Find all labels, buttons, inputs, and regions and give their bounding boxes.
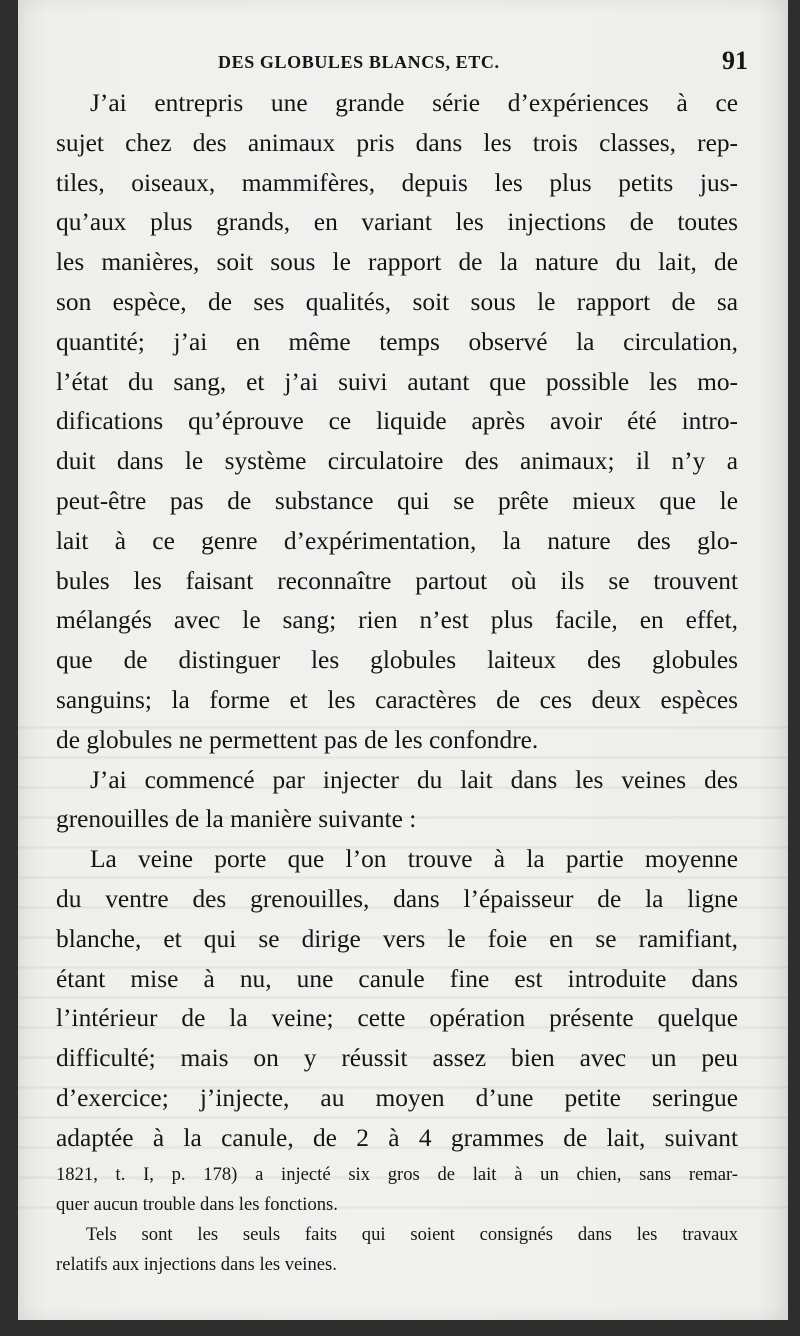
text-line: étant mise à nu, une canule fine est introduite dans: [56, 964, 738, 993]
text-line: son espèce, de ses qualités, soit sous le rapport de sa: [56, 287, 738, 316]
book-page: [18, 0, 788, 1320]
body-text: [56, 84, 738, 1159]
paragraph-1: [56, 84, 738, 761]
text-line: qu’aux plus grands, en variant les injections de toutes: [56, 208, 738, 237]
paragraph-3: [56, 840, 738, 1158]
text-line: grenouilles de la manière suivante :: [56, 805, 417, 834]
footnote-line: Tels sont les seuls faits qui soient consignés dans les travaux: [86, 1224, 738, 1245]
footnotes: [56, 1160, 738, 1280]
text-line: sanguins; la forme et les caractères de ces deux espèces: [56, 685, 738, 714]
text-line: tiles, oiseaux, mammifères, depuis les plus petits jus-: [56, 168, 738, 197]
footnote-continuation: [56, 1160, 738, 1220]
text-line: sujet chez des animaux pris dans les trois classes, rep-: [56, 128, 738, 157]
text-line: quantité; j’ai en même temps observé la circulation,: [56, 327, 738, 356]
paragraph-2: [56, 761, 738, 841]
text-line: du ventre des grenouilles, dans l’épaisseur de la ligne: [56, 884, 738, 913]
text-line: difficulté; mais on y réussit assez bien avec un peu: [56, 1044, 738, 1073]
text-line: peut-être pas de substance qui se prête mieux que le: [56, 486, 738, 515]
text-line: l’intérieur de la veine; cette opération présente quelque: [56, 1004, 738, 1033]
footnote-paragraph: [56, 1220, 738, 1280]
text-line: de globules ne permettent pas de les confondre.: [56, 725, 539, 754]
text-line: bules les faisant reconnaître partout où ils se trouvent: [56, 566, 738, 595]
footnote-line: quer aucun trouble dans les fonctions.: [56, 1194, 338, 1215]
footnote-line: 1821, t. I, p. 178) a injecté six gros de lait à un chien, sans remar-: [56, 1164, 738, 1185]
text-line: adaptée à la canule, de 2 à 4 grammes de lait, suivant: [56, 1123, 738, 1152]
text-line: J’ai entrepris une grande série d’expériences à ce: [90, 89, 738, 117]
text-line: J’ai commencé par injecter du lait dans les veines des: [90, 765, 738, 794]
text-line: lait à ce genre d’expérimentation, la nature des glo-: [56, 526, 738, 555]
text-line: difications qu’éprouve ce liquide après avoir été intro-: [56, 407, 738, 436]
text-line: mélangés avec le sang; rien n’est plus facile, en effet,: [56, 606, 738, 635]
footnote-line: relatifs aux injections dans les veines.: [56, 1254, 337, 1275]
text-line: d’exercice; j’injecte, au moyen d’une petite seringue: [56, 1083, 738, 1112]
running-head: [58, 46, 748, 76]
page-number: 91: [722, 46, 748, 75]
running-title: DES GLOBULES BLANCS, ETC.: [218, 52, 500, 72]
text-line: les manières, soit sous le rapport de la nature du lait, de: [56, 248, 738, 277]
text-line: l’état du sang, et j’ai suivi autant que possible les mo-: [56, 367, 738, 396]
text-line: blanche, et qui se dirige vers le foie en se ramifiant,: [56, 924, 738, 953]
text-line: duit dans le système circulatoire des animaux; il n’y a: [56, 447, 738, 476]
text-line: que de distinguer les globules laiteux des globules: [56, 646, 738, 675]
text-line: La veine porte que l’on trouve à la partie moyenne: [90, 845, 738, 874]
